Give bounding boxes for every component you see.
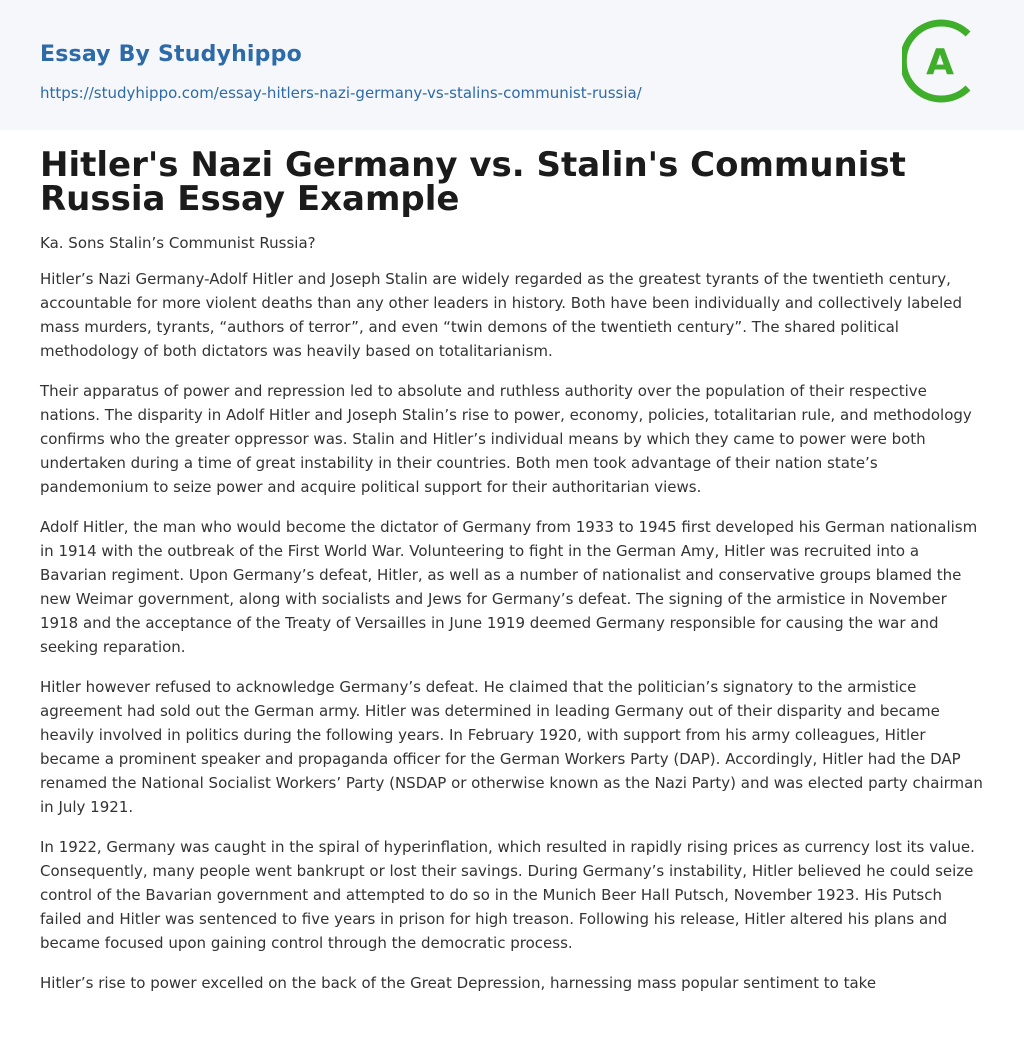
article-subtitle: Ka. Sons Stalin’s Communist Russia? <box>40 234 316 252</box>
site-title[interactable]: Essay By Studyhippo <box>40 42 302 67</box>
paragraph: Adolf Hitler, the man who would become the dictator of Germany from 1933 to 1945 first developed his German nationalism in 1914 with the outbreak of the First World War. Volunteering to fight in the German Amy, Hitler was recruited into a Bavarian regiment. Upon Germany’s defeat, Hitler, as well as a number of nationalist and conservative groups blamed the new Weimar government, along with socialists and Jews for Germany’s defeat. The signing of the armistice in November 1918 and the acceptance of the Treaty of Versailles in June 1919 deemed Germany responsible for causing the war and seeking reparation. <box>40 518 978 656</box>
paragraph: In 1922, Germany was caught in the spiral of hyperinflation, which resulted in rapidly rising prices as currency lost its value. Consequently, many people went bankrupt or lost their savings. During Germany’s instability, Hitler believed he could seize control of the Bavarian government and attempted to do so in the Munich Beer Hall Putsch, November 1923. His Putsch failed and Hitler was sentenced to five years in prison for high treason. Following his release, Hitler altered his plans and became focused upon gaining control through the democratic process. <box>40 838 975 952</box>
paragraph: Hitler however refused to acknowledge Germany’s defeat. He claimed that the politician’s signatory to the armistice agreement had sold out the German army. Hitler was determined in leading Germany out of their disparity and became heavily involved in politics during the following years. In February 1920, with support from his army colleagues, Hitler became a prominent speaker and propaganda officer for the German Workers Party (DAP). Accordingly, Hitler had the DAP renamed the National Socialist Workers’ Party (NSDAP or otherwise known as the Nazi Party) and was elected party chairman in July 1921. <box>40 678 983 816</box>
logo-letter: A <box>926 42 954 83</box>
paragraph: Hitler’s Nazi Germany-Adolf Hitler and Joseph Stalin are widely regarded as the greatest tyrants of the twentieth century, accountable for more violent deaths than any other leaders in history. Both have been individually and collectively labeled mass murders, tyrants, “authors of terror”, and even “twin demons of the twentieth century”. The shared political methodology of both dictators was heavily based on totalitarianism. <box>40 270 963 360</box>
page-url-link[interactable]: https://studyhippo.com/essay-hitlers-nazi-germany-vs-stalins-communist-russia/ <box>40 84 642 102</box>
page-title: Hitler's Nazi Germany vs. Stalin's Communist Russia Essay Example <box>40 145 906 219</box>
site-header <box>0 0 1024 130</box>
article <box>40 145 986 995</box>
paragraph: Hitler’s rise to power excelled on the back of the Great Depression, harnessing mass popular sentiment to take <box>40 974 877 992</box>
paragraph: Their apparatus of power and repression led to absolute and ruthless authority over the population of their respective nations. The disparity in Adolf Hitler and Joseph Stalin’s rise to power, economy, policies, totalitarian rule, and methodology confirms who the greater oppressor was. Stalin and Hitler’s individual means by which they came to power were both undertaken during a time of great instability in their countries. Both men took advantage of their nation state’s pandemonium to seize power and acquire political support for their authoritarian views. <box>40 382 972 496</box>
studyhippo-logo-icon[interactable] <box>902 18 988 104</box>
